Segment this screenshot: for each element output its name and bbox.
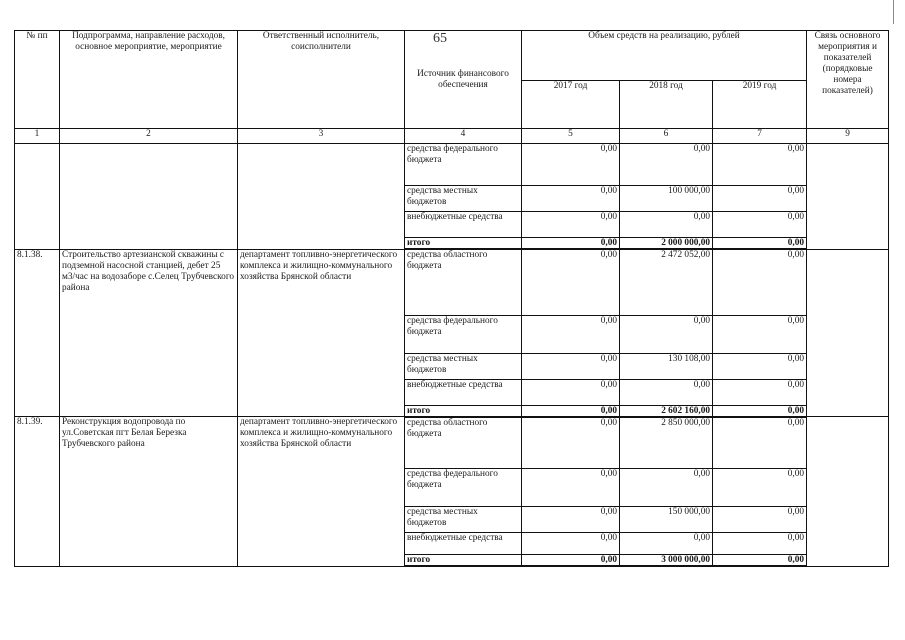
value-2018: 3 000 000,00 — [620, 555, 713, 567]
source-cell: средства местных бюджетов — [405, 186, 522, 212]
value-2017: 0,00 — [522, 212, 620, 238]
source-cell: средства федерального бюджета — [405, 469, 522, 507]
value-2019: 0,00 — [713, 379, 807, 405]
value-2018: 0,00 — [620, 533, 713, 555]
source-cell: итого — [405, 555, 522, 567]
source-cell: средства местных бюджетов — [405, 353, 522, 379]
column-number: 1 — [15, 129, 60, 144]
value-2017: 0,00 — [522, 405, 620, 417]
table-row — [15, 417, 889, 469]
item-executor: департамент топливно-энергетического комплекса и жилищно-коммунального хозяйства Брянской области — [238, 249, 405, 417]
value-2019: 0,00 — [713, 144, 807, 186]
value-2017: 0,00 — [522, 555, 620, 567]
value-2018: 130 108,00 — [620, 353, 713, 379]
value-2019: 0,00 — [713, 238, 807, 250]
value-2017: 0,00 — [522, 507, 620, 533]
value-2017: 0,00 — [522, 315, 620, 353]
header-2017: 2017 год — [522, 81, 620, 129]
page-number: 65 — [433, 31, 447, 46]
budget-table — [14, 30, 889, 567]
code-cell — [15, 144, 60, 250]
value-2018: 100 000,00 — [620, 186, 713, 212]
link-cell — [807, 249, 889, 417]
table-row — [15, 249, 889, 315]
value-2017: 0,00 — [522, 379, 620, 405]
column-number: 2 — [60, 129, 238, 144]
value-2019: 0,00 — [713, 469, 807, 507]
source-cell: внебюджетные средства — [405, 533, 522, 555]
column-number: 3 — [238, 129, 405, 144]
value-2018: 0,00 — [620, 469, 713, 507]
column-number: 7 — [713, 129, 807, 144]
value-2017: 0,00 — [522, 417, 620, 469]
executor-cell — [238, 144, 405, 250]
value-2017: 0,00 — [522, 186, 620, 212]
value-2018: 150 000,00 — [620, 507, 713, 533]
value-2019: 0,00 — [713, 353, 807, 379]
source-cell: внебюджетные средства — [405, 379, 522, 405]
header-executor: Ответственный исполнитель, соисполнители — [238, 31, 405, 129]
column-number: 4 — [405, 129, 522, 144]
value-2017: 0,00 — [522, 249, 620, 315]
value-2018: 2 000 000,00 — [620, 238, 713, 250]
value-2019: 0,00 — [713, 555, 807, 567]
value-2019: 0,00 — [713, 417, 807, 469]
header-volume: Объем средств на реализацию, рублей — [522, 31, 807, 81]
header-program: Подпрограмма, направление расходов, основное мероприятие, мероприятие — [60, 31, 238, 129]
value-2019: 0,00 — [713, 249, 807, 315]
source-cell: внебюджетные средства — [405, 212, 522, 238]
value-2019: 0,00 — [713, 507, 807, 533]
source-cell: итого — [405, 238, 522, 250]
link-cell — [807, 417, 889, 567]
header-2019: 2019 год — [713, 81, 807, 129]
item-code: 8.1.39. — [15, 417, 60, 567]
item-executor: департамент топливно-энергетического комплекса и жилищно-коммунального хозяйства Брянской области — [238, 417, 405, 567]
item-name: Строительство артезианской скважины с подземной насосной станцией, дебет 25 м3/час на водозаборе с.Селец Трубчевского района — [60, 249, 238, 417]
table-row — [15, 144, 889, 186]
value-2017: 0,00 — [522, 238, 620, 250]
source-cell: средства федерального бюджета — [405, 144, 522, 186]
value-2018: 0,00 — [620, 315, 713, 353]
source-cell: средства областного бюджета — [405, 417, 522, 469]
value-2018: 2 472 052,00 — [620, 249, 713, 315]
item-name: Реконструкция водопровода по ул.Советская пгт Белая Березка Трубчевского района — [60, 417, 238, 567]
value-2017: 0,00 — [522, 469, 620, 507]
value-2017: 0,00 — [522, 144, 620, 186]
value-2019: 0,00 — [713, 405, 807, 417]
header-source: Источник финансового обеспечения — [405, 31, 522, 129]
value-2018: 0,00 — [620, 212, 713, 238]
column-number: 6 — [620, 129, 713, 144]
column-number: 9 — [807, 129, 889, 144]
value-2018: 2 850 000,00 — [620, 417, 713, 469]
value-2018: 0,00 — [620, 379, 713, 405]
program-cell — [60, 144, 238, 250]
value-2017: 0,00 — [522, 533, 620, 555]
value-2019: 0,00 — [713, 315, 807, 353]
value-2017: 0,00 — [522, 353, 620, 379]
header-2018: 2018 год — [620, 81, 713, 129]
source-cell: итого — [405, 405, 522, 417]
scan-edge-mark — [893, 0, 894, 24]
value-2019: 0,00 — [713, 186, 807, 212]
source-cell: средства местных бюджетов — [405, 507, 522, 533]
column-number: 5 — [522, 129, 620, 144]
value-2018: 2 602 160,00 — [620, 405, 713, 417]
link-cell — [807, 144, 889, 250]
value-2018: 0,00 — [620, 144, 713, 186]
header-link: Связь основного мероприятия и показателей (порядковые номера показателей) — [807, 31, 889, 129]
item-code: 8.1.38. — [15, 249, 60, 417]
value-2019: 0,00 — [713, 212, 807, 238]
source-cell: средства федерального бюджета — [405, 315, 522, 353]
source-cell: средства областного бюджета — [405, 249, 522, 315]
value-2019: 0,00 — [713, 533, 807, 555]
header-num: № пп — [15, 31, 60, 129]
